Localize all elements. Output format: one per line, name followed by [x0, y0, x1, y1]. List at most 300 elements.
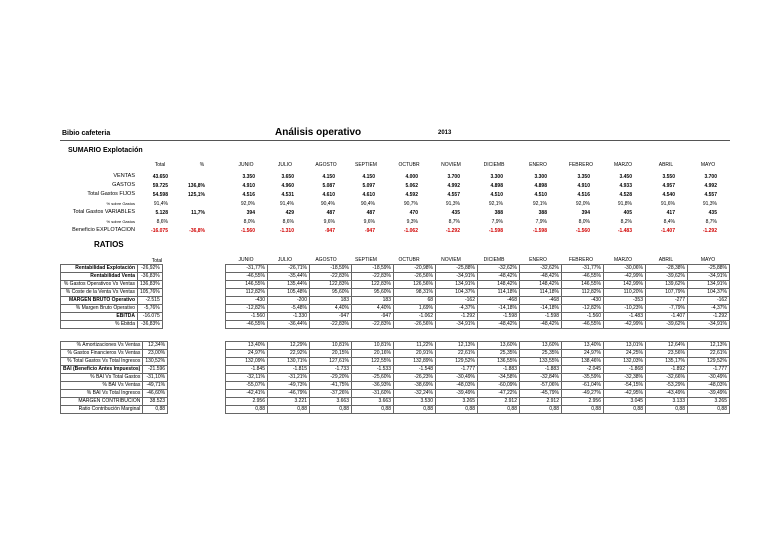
ratio-month-value: -42,95%	[604, 390, 646, 398]
ratio-month-value: -1.733	[310, 366, 352, 374]
ratio-month-value: -25,88%	[436, 265, 478, 273]
ratio-month-value: 95,60%	[352, 289, 394, 297]
title-underline	[60, 128, 730, 141]
ratio-month-value: 0,88	[646, 406, 688, 414]
ratio-month-value: 134,91%	[688, 281, 730, 289]
summary-row-value: 4.992	[447, 183, 460, 189]
ratio-month-value: 22,92%	[268, 350, 310, 358]
ratio-month-value: 20,15%	[310, 350, 352, 358]
ratio-month-value: -35,59%	[562, 374, 604, 382]
summary-row-value: 5.087	[322, 183, 335, 189]
ratio-month-value: -48,42%	[520, 273, 562, 281]
table-row	[226, 321, 730, 329]
ratio-total: 23,00%	[143, 350, 168, 358]
ratio-month-value: 132,89%	[394, 358, 436, 366]
ratio-month-value: 183	[352, 297, 394, 305]
ratio-label: % BAI Vs Total Gastos	[61, 374, 143, 382]
summary-row-total: 5.128	[155, 210, 168, 216]
summary-row-value: -1.310	[279, 228, 294, 234]
summary-row-value: 388	[494, 210, 503, 216]
summary-row-value: -1.062	[403, 228, 418, 234]
ratio-month-value: -32,24%	[394, 390, 436, 398]
table-row	[61, 305, 163, 313]
ratio-label: BAI (Beneficio Antes Impuestos)	[61, 366, 143, 374]
summary-row-value: 4.150	[362, 174, 375, 180]
table-row	[226, 273, 730, 281]
summary-row-value: 9,6%	[363, 219, 375, 225]
ratio-month-value: 24,25%	[604, 350, 646, 358]
ratio-month-value: 2.956	[562, 398, 604, 406]
ratios-header-month: ENERO	[529, 257, 547, 263]
summary-row-value: 487	[366, 210, 375, 216]
ratio-month-value: 142,99%	[604, 281, 646, 289]
summary-row-value: 4.898	[490, 183, 503, 189]
ratio-label: EBITDA	[61, 313, 138, 321]
ratio-month-value: 13,60%	[520, 342, 562, 350]
summary-row-label: VENTAS	[113, 173, 135, 179]
ratio-total: 136,83%	[138, 281, 163, 289]
ratio-month-value: 129,52%	[436, 358, 478, 366]
ratio-month-value: -48,03%	[436, 382, 478, 390]
ratio-month-value: 98,31%	[394, 289, 436, 297]
ratio-month-value: 135,17%	[646, 358, 688, 366]
ratio-month-value: -430	[226, 297, 268, 305]
ratio-month-value: 2.956	[226, 398, 268, 406]
summary-row-value: 429	[285, 210, 294, 216]
ratios-header-month: JULIO	[277, 257, 293, 263]
ratio-total: -36,83%	[138, 321, 163, 329]
ratio-month-value: 3.221	[268, 398, 310, 406]
table-row	[61, 265, 163, 273]
ratio-month-value: -1.815	[268, 366, 310, 374]
ratio-label: % BAI Vs Total Ingresos	[61, 390, 143, 398]
ratio-month-value: -54,15%	[604, 382, 646, 390]
summary-row-value: 4.531	[281, 192, 294, 198]
ratio-month-value: 104,37%	[688, 289, 730, 297]
ratio-month-value: -45,79%	[520, 390, 562, 398]
table-row	[61, 406, 168, 414]
ratio-month-value: -25,88%	[688, 265, 730, 273]
ratio-month-value: -1.868	[604, 366, 646, 374]
table-row	[226, 350, 730, 358]
ratio-month-value: -26,71%	[268, 265, 310, 273]
ratio-month-value: -39,49%	[688, 390, 730, 398]
summary-row-total: 59.725	[152, 183, 168, 189]
ratio-month-value: -46,79%	[268, 390, 310, 398]
ratio-month-value: -32,62%	[520, 265, 562, 273]
ratio-label: % Ebitda	[61, 321, 138, 329]
ratio-month-value: -61,04%	[562, 382, 604, 390]
ratio-month-value: 122,83%	[352, 281, 394, 289]
column-header-pct: %	[199, 162, 205, 168]
ratio-month-value: -49,73%	[268, 382, 310, 390]
ratio-month-value: 24,97%	[562, 350, 604, 358]
ratio-month-value: -46,55%	[226, 321, 268, 329]
summary-row-value: 3.700	[447, 174, 460, 180]
ratio-month-value: 127,61%	[310, 358, 352, 366]
ratio-month-value: -34,91%	[436, 321, 478, 329]
summary-row-value: 8,2%	[620, 219, 632, 225]
summary-row-value: 470	[409, 210, 418, 216]
ratio-month-value: -25,60%	[352, 374, 394, 382]
summary-row-value: 92,1%	[532, 201, 547, 207]
ratio-month-value: -36,44%	[268, 321, 310, 329]
ratio-month-value: -31,21%	[268, 374, 310, 382]
ratio-label: Rentabilidad Venta	[61, 273, 138, 281]
ratio-month-value: 122,55%	[352, 358, 394, 366]
ratio-month-value: 132,09%	[226, 358, 268, 366]
ratios-header-month: SEPTIEM	[355, 257, 377, 263]
table-row	[226, 342, 730, 350]
summary-row-value: 4.557	[447, 192, 460, 198]
ratio-month-value: -31,77%	[226, 265, 268, 273]
summary-row-value: 8,0%	[243, 219, 255, 225]
table-row	[226, 289, 730, 297]
ratio-month-value: -1.560	[562, 313, 604, 321]
ratio-month-value: -468	[478, 297, 520, 305]
ratio-month-value: -12,82%	[226, 305, 268, 313]
ratio-month-value: 12,29%	[268, 342, 310, 350]
ratio-month-value: -5,48%	[268, 305, 310, 313]
table-row	[61, 321, 163, 329]
ratio-month-value: -55,07%	[226, 382, 268, 390]
ratio-month-value: -35,44%	[268, 273, 310, 281]
table-row	[61, 342, 168, 350]
ratio-month-value: 12,64%	[646, 342, 688, 350]
ratio-month-value: -42,99%	[604, 273, 646, 281]
column-header-month: OCTUBR	[398, 162, 420, 168]
ratio-month-value: -39,62%	[646, 321, 688, 329]
ratio-month-value: -1.292	[688, 313, 730, 321]
ratio-month-value: -57,06%	[520, 382, 562, 390]
ratio-month-value: 0,88	[604, 406, 646, 414]
summary-row-value: 8,4%	[663, 219, 675, 225]
ratios-block-2-months-table	[225, 341, 730, 414]
page-title: Análisis operativo	[275, 127, 362, 138]
summary-row-value: 9,6%	[323, 219, 335, 225]
ratio-month-value: -26,23%	[394, 374, 436, 382]
ratio-month-value: 23,56%	[646, 350, 688, 358]
ratio-month-value: -42,41%	[226, 390, 268, 398]
ratio-month-value: -1.292	[436, 313, 478, 321]
ratio-month-value: 95,60%	[310, 289, 352, 297]
ratio-month-value: -34,58%	[478, 374, 520, 382]
summary-row-total: 54.598	[152, 192, 168, 198]
ratio-month-value: -34,91%	[688, 321, 730, 329]
ratio-total: 0,88	[143, 406, 168, 414]
table-row	[61, 273, 163, 281]
ratio-month-value: -1.892	[646, 366, 688, 374]
summary-row-label: GASTOS	[112, 182, 135, 188]
ratio-month-value: -48,42%	[520, 321, 562, 329]
ratio-month-value: 1,69%	[394, 305, 436, 313]
ratios-header-month: DICIEMB	[483, 257, 505, 263]
ratio-label: MARGEN CONTRIBUCION	[61, 398, 143, 406]
ratio-month-value: 2.912	[478, 398, 520, 406]
summary-row-value: 4.910	[577, 183, 590, 189]
ratios-header-total: Total	[151, 258, 163, 264]
summary-row-value: 90,7%	[403, 201, 418, 207]
ratio-month-value: 3.133	[646, 398, 688, 406]
ratio-month-value: 22,61%	[436, 350, 478, 358]
ratio-month-value: -26,56%	[394, 273, 436, 281]
ratio-month-value: 130,71%	[268, 358, 310, 366]
summary-row-value: 3.700	[704, 174, 717, 180]
summary-row-value: 4.960	[281, 183, 294, 189]
ratio-month-value: -30,49%	[688, 374, 730, 382]
summary-row-value: 8,0%	[578, 219, 590, 225]
ratio-month-value: -1.777	[688, 366, 730, 374]
summary-row-total: 43.650	[152, 174, 168, 180]
summary-row-value: 4.610	[362, 192, 375, 198]
ratio-month-value: -277	[646, 297, 688, 305]
ratio-month-value: 146,55%	[226, 281, 268, 289]
ratio-month-value: -1.560	[226, 313, 268, 321]
ratio-month-value: -38,69%	[394, 382, 436, 390]
summary-row-pct: 11,7%	[191, 210, 205, 216]
table-row	[226, 374, 730, 382]
ratio-month-value: 139,62%	[646, 281, 688, 289]
ratio-label: MARGEN BRUTO Operativo	[61, 297, 138, 305]
ratio-month-value: -1.407	[646, 313, 688, 321]
ratio-month-value: 0,88	[394, 406, 436, 414]
ratio-month-value: -18,59%	[310, 265, 352, 273]
ratio-month-value: 0,88	[478, 406, 520, 414]
ratios-header-month: MAYO	[700, 257, 716, 263]
table-row	[61, 313, 163, 321]
table-row	[226, 390, 730, 398]
ratio-month-value: -34,91%	[436, 273, 478, 281]
table-row	[226, 265, 730, 273]
table-row	[61, 366, 168, 374]
summary-row-value: 394	[581, 210, 590, 216]
ratio-month-value: -1.845	[226, 366, 268, 374]
ratio-month-value: 0,88	[562, 406, 604, 414]
ratio-month-value: -2.045	[562, 366, 604, 374]
summary-row-value: 487	[326, 210, 335, 216]
column-header-month: MAYO	[700, 162, 716, 168]
summary-row-value: -1.292	[702, 228, 717, 234]
ratio-month-value: -1.598	[478, 313, 520, 321]
ratios-block-1-months-table	[225, 264, 730, 329]
ratio-month-value: 112,82%	[562, 289, 604, 297]
column-header-total: Total	[154, 162, 166, 168]
summary-row-value: -1.292	[445, 228, 460, 234]
summary-row-label: Total Gastos FIJOS	[87, 191, 135, 197]
summary-row-value: 4.528	[619, 192, 632, 198]
summary-row-value: 4.000	[405, 174, 418, 180]
ratio-month-value: 107,79%	[646, 289, 688, 297]
summary-row-pct: -36,8%	[189, 228, 205, 234]
column-header-month: AGOSTO	[315, 162, 337, 168]
ratio-month-value: -32,66%	[646, 374, 688, 382]
summary-row-value: 3.350	[242, 174, 255, 180]
ratio-month-value: -34,91%	[688, 273, 730, 281]
ratio-month-value: 10,81%	[352, 342, 394, 350]
column-header-month: MARZO	[613, 162, 633, 168]
summary-row-value: 4.992	[704, 183, 717, 189]
ratio-month-value: -22,83%	[310, 273, 352, 281]
summary-row-value: 4.910	[242, 183, 255, 189]
ratio-month-value: -20,98%	[394, 265, 436, 273]
column-header-month: FEBRERO	[568, 162, 594, 168]
ratio-month-value: 110,20%	[604, 289, 646, 297]
ratio-month-value: -1.777	[436, 366, 478, 374]
ratio-month-value: -1.330	[268, 313, 310, 321]
summary-row-value: 90,4%	[360, 201, 375, 207]
column-header-month: JULIO	[277, 162, 293, 168]
ratio-label: % Gastos Operativos Vs Ventas	[61, 281, 138, 289]
summary-row-value: 4.557	[704, 192, 717, 198]
ratio-label: % Gastos Financieros Vs Ventas	[61, 350, 143, 358]
ratio-total: -16.075	[138, 313, 163, 321]
summary-row-value: 4.510	[534, 192, 547, 198]
ratio-month-value: -43,49%	[646, 390, 688, 398]
ratio-month-value: 3.663	[352, 398, 394, 406]
summary-row-value: 417	[666, 210, 675, 216]
ratio-month-value: 12,13%	[688, 342, 730, 350]
summary-row-value: 3.300	[534, 174, 547, 180]
summary-row-value: -1.598	[532, 228, 547, 234]
ratios-header-month: MARZO	[613, 257, 633, 263]
company-name: Bibio cafeteria	[62, 130, 111, 137]
ratio-month-value: 10,81%	[310, 342, 352, 350]
ratio-month-value: 0,88	[520, 406, 562, 414]
ratio-month-value: 24,97%	[226, 350, 268, 358]
summary-title: SUMARIO Explotación	[68, 147, 143, 154]
ratio-month-value: 20,91%	[394, 350, 436, 358]
column-header-month: DICIEMB	[483, 162, 505, 168]
ratio-total: -26,92%	[138, 265, 163, 273]
table-row	[61, 297, 163, 305]
summary-row-value: 5.097	[362, 183, 375, 189]
ratio-month-value: 13,40%	[226, 342, 268, 350]
summary-row-value: 8,6%	[282, 219, 294, 225]
ratio-month-value: -18,59%	[352, 265, 394, 273]
summary-row-value: 90,4%	[320, 201, 335, 207]
table-row	[61, 398, 168, 406]
table-row	[226, 382, 730, 390]
ratio-month-value: -29,20%	[310, 374, 352, 382]
table-row	[61, 390, 168, 398]
summary-row-value: -1.598	[488, 228, 503, 234]
ratio-month-value: 105,48%	[268, 289, 310, 297]
ratio-month-value: -60,09%	[478, 382, 520, 390]
ratio-month-value: -7,79%	[646, 305, 688, 313]
column-header-month: ENERO	[529, 162, 547, 168]
ratio-month-value: 183	[310, 297, 352, 305]
summary-row-value: 4.957	[662, 183, 675, 189]
ratio-month-value: 11,22%	[394, 342, 436, 350]
ratio-label: % Total Gastos Vs Total Ingresos	[61, 358, 143, 366]
summary-row-value: 5.062	[405, 183, 418, 189]
summary-row-value: -1.407	[660, 228, 675, 234]
table-row	[61, 281, 163, 289]
ratio-month-value: 13,60%	[478, 342, 520, 350]
table-row	[226, 297, 730, 305]
ratio-month-value: 135,44%	[268, 281, 310, 289]
ratio-month-value: -162	[688, 297, 730, 305]
ratio-month-value: 4,40%	[352, 305, 394, 313]
summary-row-value: 92,0%	[575, 201, 590, 207]
table-row	[61, 382, 168, 390]
ratios-header-month: AGOSTO	[315, 257, 337, 263]
ratio-month-value: 104,37%	[436, 289, 478, 297]
ratio-month-value: 136,55%	[478, 358, 520, 366]
ratio-month-value: 20,16%	[352, 350, 394, 358]
ratio-month-value: -39,62%	[646, 273, 688, 281]
ratio-month-value: 0,88	[352, 406, 394, 414]
year-label: 2013	[438, 130, 452, 136]
ratio-label: % Amortizaciones Vs Ventas	[61, 342, 143, 350]
ratio-month-value: 112,82%	[226, 289, 268, 297]
summary-row-value: 8,7%	[448, 219, 460, 225]
ratio-month-value: -468	[520, 297, 562, 305]
summary-row-value: 7,9%	[535, 219, 547, 225]
ratio-month-value: 13,40%	[562, 342, 604, 350]
ratio-month-value: 129,52%	[688, 358, 730, 366]
table-row	[226, 358, 730, 366]
summary-row-label: % sobre Gastos	[106, 201, 135, 206]
ratio-month-value: -430	[562, 297, 604, 305]
ratio-month-value: -46,55%	[226, 273, 268, 281]
ratio-month-value: 148,42%	[520, 281, 562, 289]
ratio-month-value: -30,49%	[436, 374, 478, 382]
ratios-header-month: FEBRERO	[568, 257, 594, 263]
ratio-month-value: -22,83%	[352, 273, 394, 281]
ratio-total: 38.523	[143, 398, 168, 406]
summary-row-value: -947	[324, 228, 335, 234]
summary-row-value: 3.650	[281, 174, 294, 180]
ratios-header-month: JUNIO	[238, 257, 254, 263]
ratio-month-value: -32,38%	[604, 374, 646, 382]
ratio-month-value: -12,82%	[562, 305, 604, 313]
ratio-month-value: -1.598	[520, 313, 562, 321]
table-row	[226, 398, 730, 406]
ratio-month-value: 138,46%	[562, 358, 604, 366]
summary-row-value: 3.450	[619, 174, 632, 180]
ratio-month-value: -22,83%	[352, 321, 394, 329]
ratio-month-value: -48,03%	[688, 382, 730, 390]
ratio-month-value: -41,75%	[310, 382, 352, 390]
table-row	[61, 374, 168, 382]
ratio-month-value: -48,42%	[478, 321, 520, 329]
summary-row-total: 8,6%	[156, 219, 168, 225]
ratio-month-value: -10,23%	[604, 305, 646, 313]
ratio-month-value: -42,99%	[604, 321, 646, 329]
ratio-month-value: -200	[268, 297, 310, 305]
ratio-total: -2.515	[138, 297, 163, 305]
ratio-month-value: 0,88	[310, 406, 352, 414]
ratio-month-value: -31,60%	[352, 390, 394, 398]
ratio-total: -5,76%	[138, 305, 163, 313]
ratio-month-value: 22,61%	[688, 350, 730, 358]
ratio-month-value: 3.663	[310, 398, 352, 406]
summary-row-pct: 136,8%	[188, 183, 205, 189]
column-header-month: SEPTIEM	[355, 162, 377, 168]
ratio-month-value: 133,55%	[520, 358, 562, 366]
ratio-month-value: 2.912	[520, 398, 562, 406]
ratio-label: % Coste de la Venta Vs Ventas	[61, 289, 138, 297]
ratio-month-value: 25,35%	[478, 350, 520, 358]
ratio-month-value: 4,40%	[310, 305, 352, 313]
summary-row-value: 4.540	[662, 192, 675, 198]
table-row	[61, 289, 163, 297]
summary-row-value: 435	[708, 210, 717, 216]
ratio-month-value: 0,88	[688, 406, 730, 414]
ratio-total: 12,34%	[143, 342, 168, 350]
summary-row-value: 3.300	[490, 174, 503, 180]
